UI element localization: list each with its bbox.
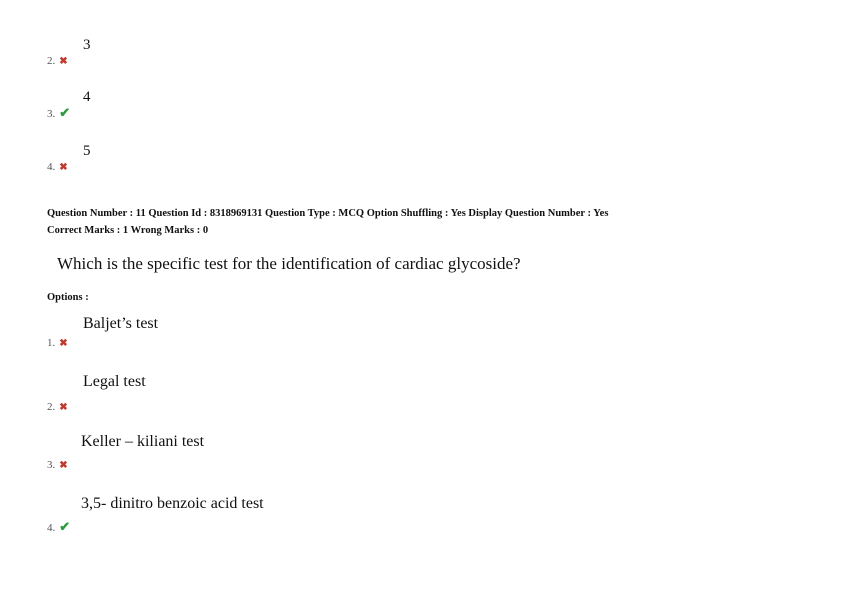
option-number: 2.	[47, 401, 56, 413]
option-number: 2.	[47, 55, 56, 67]
prev-option-3-text: 4	[83, 89, 91, 105]
option-number: 1.	[47, 337, 56, 349]
cross-icon: ✖	[59, 56, 68, 67]
option-4-text: 3,5- dinitro benzoic acid test	[81, 495, 264, 512]
option-3-text: Keller – kiliani test	[81, 433, 205, 450]
option-3	[47, 455, 68, 473]
question-text: Which is the specific test for the identification of cardiac glycoside?	[57, 254, 521, 273]
prev-option-3	[47, 104, 70, 122]
check-icon: ✔	[59, 519, 71, 534]
prev-option-4	[47, 157, 68, 175]
cross-icon: ✖	[59, 402, 68, 413]
check-icon: ✔	[59, 105, 71, 120]
option-number: 3.	[47, 108, 56, 120]
option-2-text: Legal test	[83, 373, 146, 390]
cross-icon: ✖	[59, 338, 68, 349]
options-label: Options :	[47, 292, 89, 303]
option-number: 3.	[47, 459, 56, 471]
prev-option-2	[47, 51, 68, 69]
question-meta-line1: Question Number : 11 Question Id : 8318969131 Question Type : MCQ Option Shuffling : Yes Display Question Number : Yes	[47, 208, 609, 219]
cross-icon: ✖	[59, 162, 68, 173]
question-meta-line2: Correct Marks : 1 Wrong Marks : 0	[47, 225, 209, 236]
option-1	[47, 333, 68, 351]
option-1-text: Baljet’s test	[83, 315, 159, 332]
prev-option-4-text: 5	[83, 143, 91, 159]
option-4	[47, 518, 70, 536]
option-number: 4.	[47, 161, 56, 173]
prev-option-2-text: 3	[83, 37, 91, 53]
cross-icon: ✖	[59, 460, 68, 471]
option-2	[47, 397, 68, 415]
option-number: 4.	[47, 522, 56, 534]
